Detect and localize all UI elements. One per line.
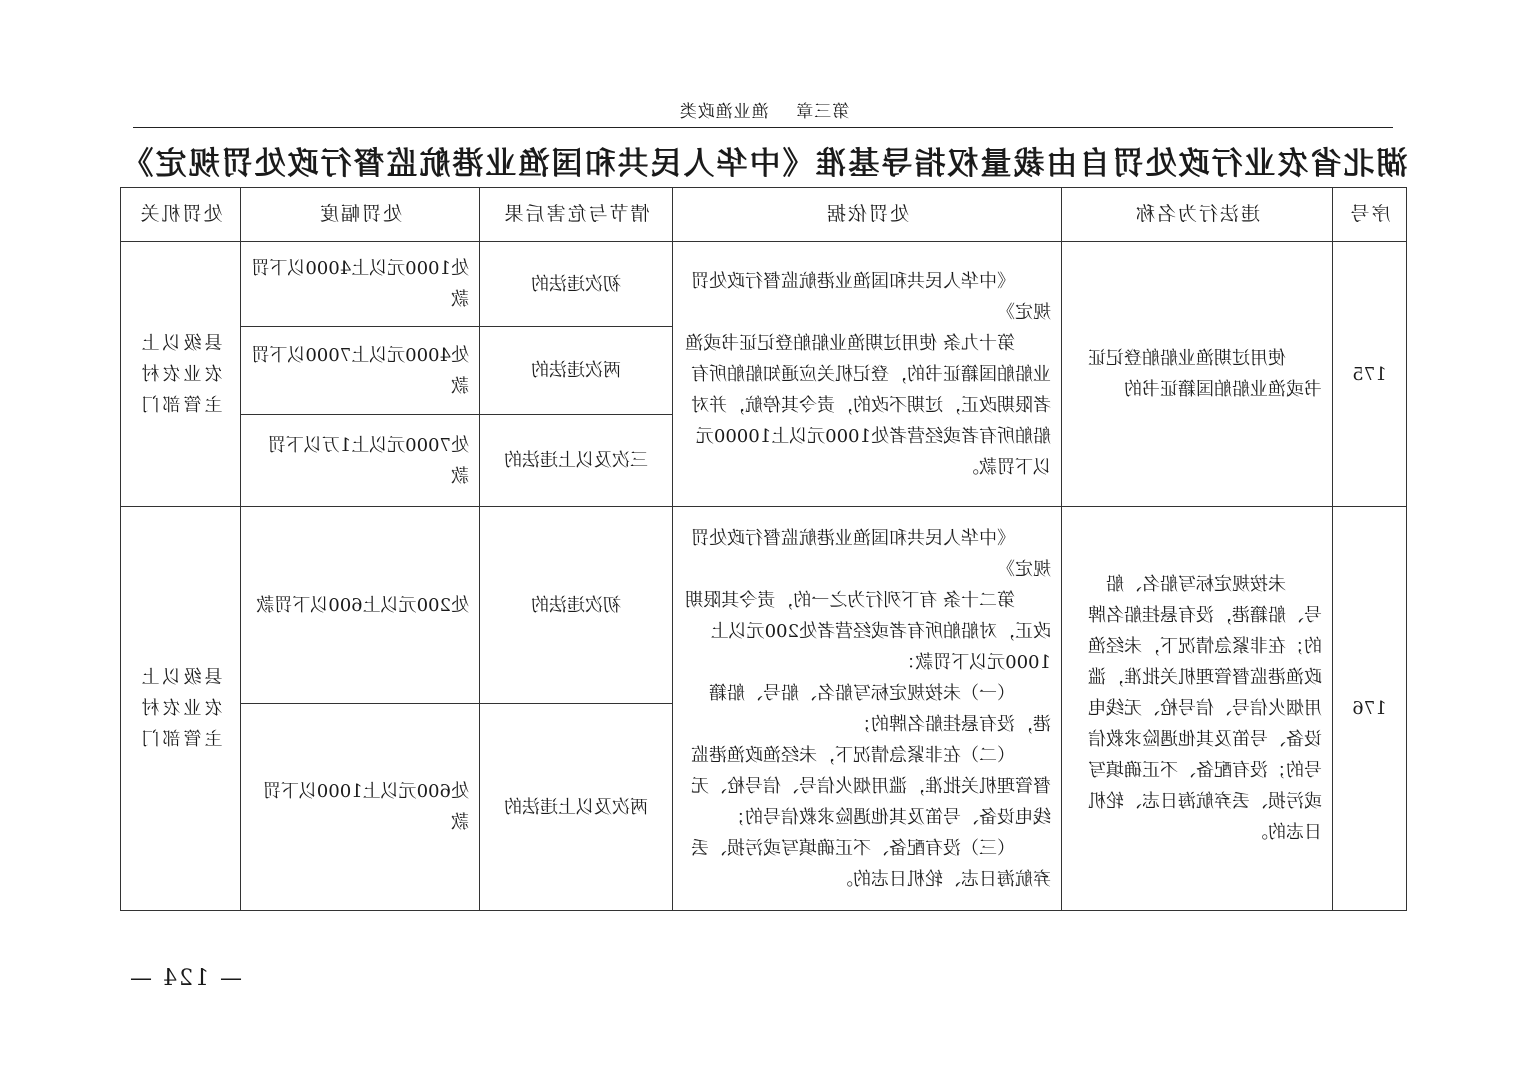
- penalty-range-cell: 处600元以上1000以下罚款: [241, 704, 480, 911]
- page-title: 湖北省农业行政处罚自由裁量权指导基准《中华人民共和国渔业港航监督行政处罚规定》: [120, 146, 1408, 182]
- violation-text: 使用过期渔业船舶登记证书或渔业船舶国籍证书的: [1088, 348, 1322, 400]
- col-header-agency: 处罚机关: [121, 188, 241, 242]
- agency-cell: 县级以上农业农村主管部门: [121, 507, 241, 911]
- col-header-violation: 违法行为名称: [1062, 188, 1333, 242]
- penalty-basis: [673, 507, 1062, 911]
- penalty-basis: [673, 242, 1062, 507]
- page-number: — 124 —: [128, 966, 242, 991]
- circumstance-cell: 两次违法的: [480, 327, 673, 415]
- circumstance-cell: 两次及以上违法的: [480, 704, 673, 911]
- violation-text: 未按规定标写船名、船号、船籍港，没有悬挂船名牌的；在非紧急情况下，未经渔政渔港监督管理机关批准，滥用烟火信号、信号枪、无线电设备、号笛及其他遇险求救信号的；没有配备、不正确填写或污损、丢弃航海日志、轮机日志的。: [1088, 574, 1322, 843]
- col-header-circumstance: 情节与危害后果: [480, 188, 673, 242]
- basis-item: （二）在非紧急情况下，未经渔政渔港监督管理机关批准，滥用烟火信号、信号枪、无线电设备、号笛及其他遇险求救信号的；: [691, 744, 1051, 828]
- header-rule: [133, 127, 1393, 128]
- basis-body: 第十九条 使用过期渔业船舶登记证书或渔业船舶国籍证书的，登记机关应通知船舶所有者限期改正，过期不改的，责令其停航，并对船舶所有者或经营者处1000元以上10000元以下罚款。: [685, 332, 1051, 478]
- col-header-no: 序号: [1333, 188, 1407, 242]
- penalty-range-cell: 处1000元以上4000以下罚款: [241, 242, 480, 327]
- basis-item: （一）未按规定标写船名、船号、船籍港，没有悬挂船名牌的；: [709, 682, 1051, 735]
- circumstance-cell: 三次及以上违法的: [480, 415, 673, 507]
- basis-body: 第二十条 有下列行为之一的，责令其限期改正，对船舶所有者或经营者处200元以上1000元以下罚款：: [685, 589, 1051, 673]
- chapter-label: 第三章: [795, 102, 850, 122]
- table-header-row: [121, 188, 1407, 242]
- circumstance-cell: 初次违法的: [480, 242, 673, 327]
- violation-name: [1062, 507, 1333, 911]
- basis-title: 《中华人民共和国渔业港航监督行政处罚规定》: [691, 527, 1051, 580]
- row-number: 176: [1333, 507, 1407, 911]
- agency-cell: 县级以上农业农村主管部门: [121, 242, 241, 507]
- row-number: 175: [1333, 242, 1407, 507]
- penalty-range-cell: 处7000元以上1万以下罚款: [241, 415, 480, 507]
- circumstance-cell: 初次违法的: [480, 507, 673, 704]
- section-label: 渔业渔政类: [678, 102, 769, 122]
- penalty-range-cell: 处4000元以上7000以下罚款: [241, 327, 480, 415]
- col-header-penalty: 处罚幅度: [241, 188, 480, 242]
- running-header: [0, 97, 1528, 122]
- violation-name: [1062, 242, 1333, 507]
- table-row: [121, 242, 1407, 327]
- basis-title: 《中华人民共和国渔业港航监督行政处罚规定》: [691, 270, 1051, 323]
- table-row: [121, 507, 1407, 704]
- basis-item: （三）没有配备、不正确填写或污损、丢弃航海日志、轮机日志的。: [691, 837, 1051, 890]
- col-header-basis: 处罚依据: [673, 188, 1062, 242]
- penalty-range-cell: 处200元以上600以下罚款: [241, 507, 480, 704]
- penalty-table: [120, 187, 1407, 911]
